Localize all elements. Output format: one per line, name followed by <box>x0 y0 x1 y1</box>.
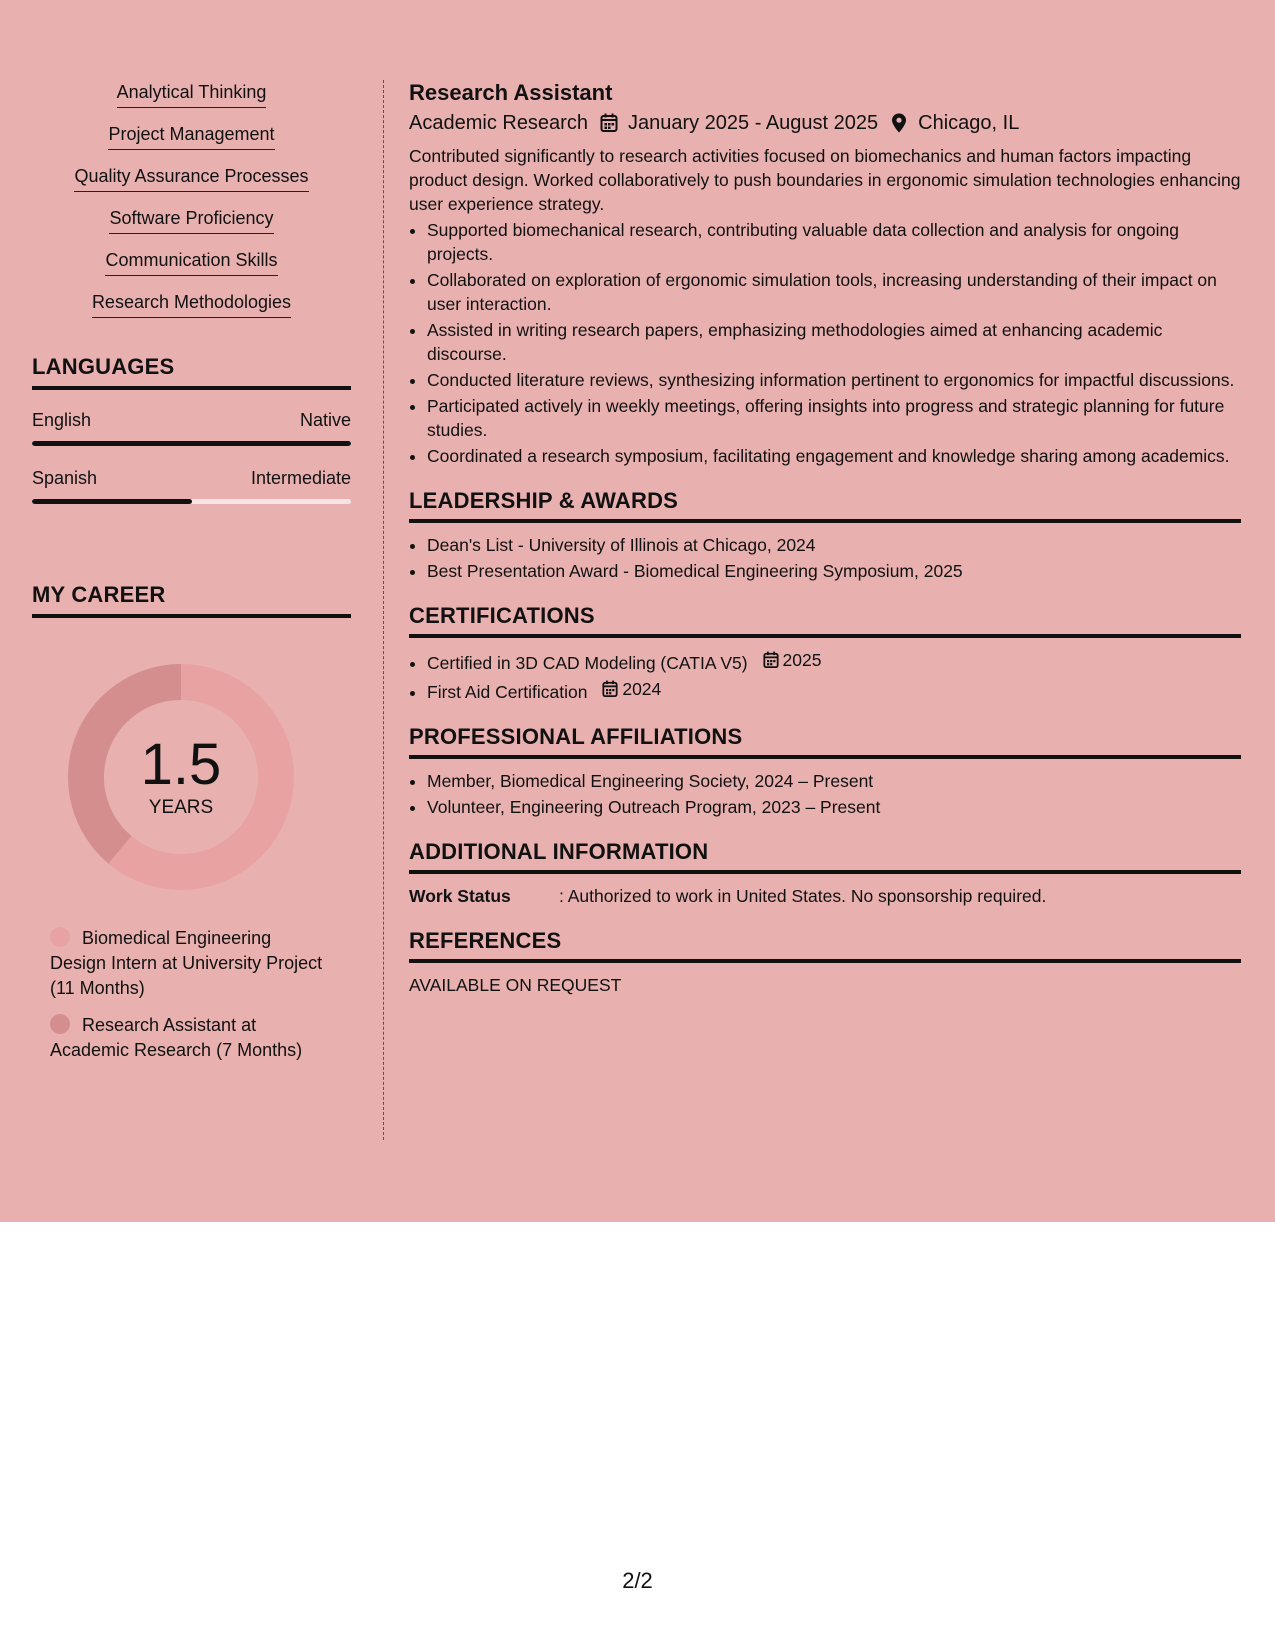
language-english <box>32 410 351 446</box>
affiliations-heading: PROFESSIONAL AFFILIATIONS <box>409 724 1241 759</box>
certification-year: 2024 <box>622 679 662 699</box>
language-name: English <box>32 410 92 430</box>
affiliations-list <box>427 769 1241 819</box>
career-item: Biomedical Engineering Design Intern at University Project (11 Months) <box>50 928 323 998</box>
job-bullet: • Assisted in writing research papers, emphasizing methodologies aimed at enhancing academic discourse. <box>427 318 1241 366</box>
career-years-label: YEARS <box>148 797 214 818</box>
skill-item: Research Methodologies <box>32 290 351 318</box>
right-column <box>409 78 1241 997</box>
language-level-fill <box>32 499 192 504</box>
career-years-value: 1.5 <box>140 732 222 797</box>
affiliation-item: • Member, Biomedical Engineering Society, 2024 – Present <box>427 769 1241 793</box>
work-status-label: Work Status <box>409 886 511 906</box>
skills-list <box>32 80 351 318</box>
career-legend <box>50 926 330 1063</box>
legend-dot <box>50 927 70 947</box>
affiliation-item: • Volunteer, Engineering Outreach Program, 2023 – Present <box>427 795 1241 819</box>
legend-dot <box>50 1014 70 1034</box>
job-company: Academic Research <box>409 112 588 134</box>
job-description: Contributed significantly to research activities focused on biomechanics and human factors impacting product design. Worked collaboratively to push boundaries in ergonomic simulation technologies enhancing user experience strategy. <box>409 146 1241 214</box>
language-level-bar <box>32 441 351 446</box>
certification-year: 2025 <box>782 650 822 670</box>
work-status-row <box>409 884 1241 908</box>
languages-heading: LANGUAGES <box>32 354 351 390</box>
awards-list <box>427 533 1241 583</box>
calendar-icon <box>602 680 618 698</box>
job-bullet: • Supported biomechanical research, contributing valuable data collection and analysis for ongoing projects. <box>427 218 1241 266</box>
job-bullet: • Participated actively in weekly meetings, offering insights into progress and strategic planning for future studies. <box>427 394 1241 442</box>
job-bullet: • Conducted literature reviews, synthesizing information pertinent to ergonomics for impactful discussions. <box>427 368 1241 392</box>
skill-item: Quality Assurance Processes <box>32 164 351 192</box>
references-text: AVAILABLE ON REQUEST <box>409 975 622 995</box>
job-meta <box>409 108 1241 138</box>
job-title: Research Assistant <box>409 80 613 105</box>
location-pin-icon <box>890 113 908 133</box>
language-name: Spanish <box>32 468 98 488</box>
award-item: • Best Presentation Award - Biomedical Engineering Symposium, 2025 <box>427 559 1241 583</box>
left-column <box>32 80 351 1075</box>
calendar-icon <box>763 651 779 669</box>
job-entry <box>409 78 1241 468</box>
calendar-icon <box>600 113 618 133</box>
language-spanish <box>32 468 351 504</box>
page-number: 2/2 <box>622 1568 653 1593</box>
references-heading: REFERENCES <box>409 928 1241 963</box>
column-divider <box>383 80 384 1140</box>
skill-item: Communication Skills <box>32 248 351 276</box>
career-heading: MY CAREER <box>32 582 351 618</box>
career-item: Research Assistant at Academic Research (7 Months) <box>50 1015 303 1060</box>
job-dates: January 2025 - August 2025 <box>627 112 879 134</box>
additional-info-heading: ADDITIONAL INFORMATION <box>409 839 1241 874</box>
language-level-bar <box>32 499 351 504</box>
skill-item: Analytical Thinking <box>32 80 351 108</box>
language-level-fill <box>32 441 351 446</box>
job-bullets <box>427 218 1241 468</box>
certifications-heading: CERTIFICATIONS <box>409 603 1241 638</box>
work-status-value: : Authorized to work in United States. No sponsorship required. <box>559 886 1047 906</box>
award-item: • Dean's List - University of Illinois at Chicago, 2024 <box>427 533 1241 557</box>
awards-heading: LEADERSHIP & AWARDS <box>409 488 1241 523</box>
career-donut-chart <box>66 662 296 892</box>
job-bullet: • Coordinated a research symposium, facilitating engagement and knowledge sharing among academics. <box>427 444 1241 468</box>
certification-item: • Certified in 3D CAD Modeling (CATIA V5) 2025 <box>427 648 1241 675</box>
language-level: Native <box>299 410 351 430</box>
certification-item: • First Aid Certification 2024 <box>427 677 1241 704</box>
job-location: Chicago, IL <box>918 112 1020 134</box>
skill-item: Project Management <box>32 122 351 150</box>
language-level: Intermediate <box>250 468 351 488</box>
certifications-list <box>427 648 1241 704</box>
job-bullet: • Collaborated on exploration of ergonomic simulation tools, increasing understanding of their impact on user interaction. <box>427 268 1241 316</box>
skill-item: Software Proficiency <box>32 206 351 234</box>
